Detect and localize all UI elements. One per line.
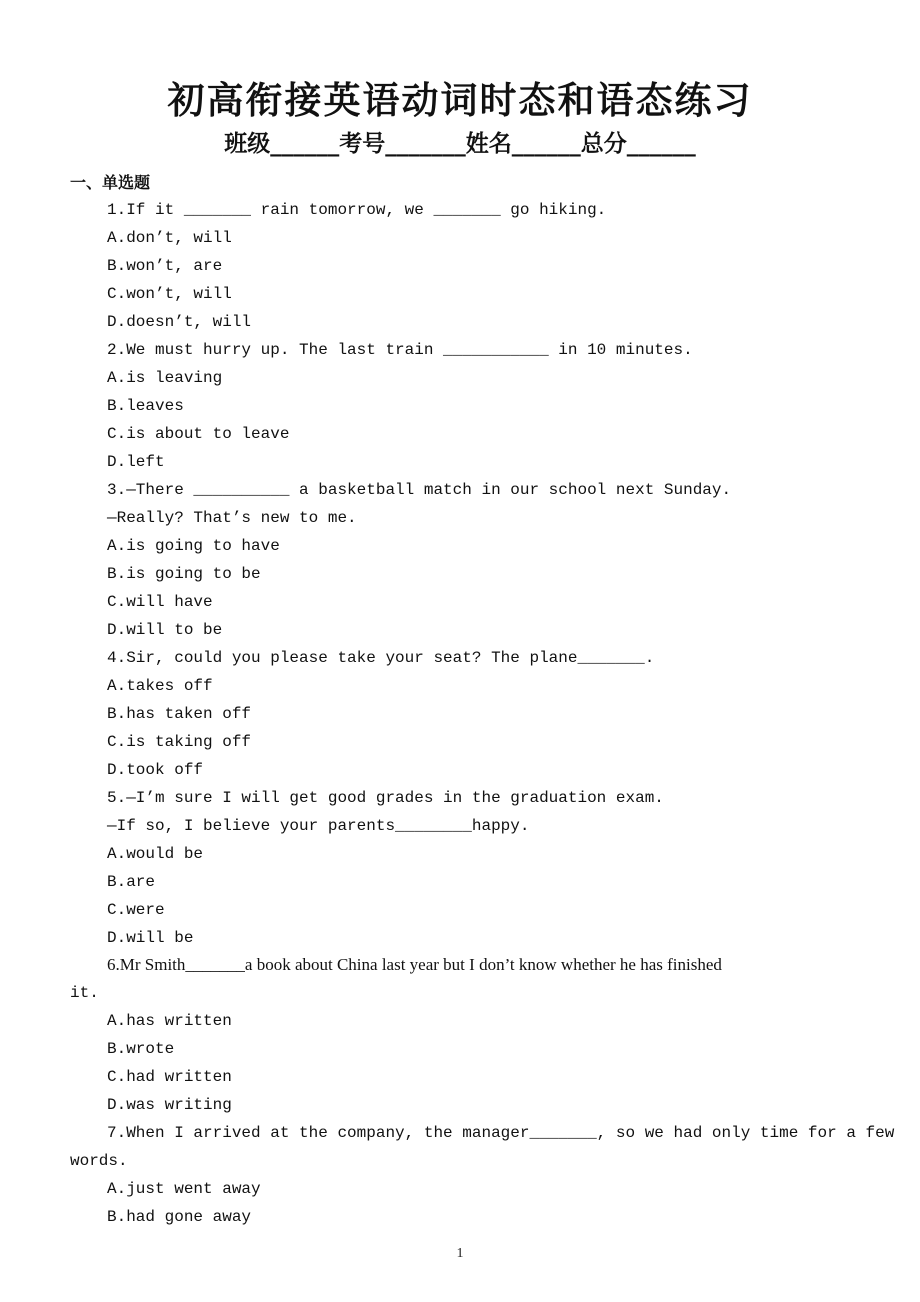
answer-option: A.is going to have — [107, 537, 280, 555]
answer-option: A.takes off — [107, 677, 213, 695]
question-stem: 7.When I arrived at the company, the manager_______, so we had only time for a few — [107, 1124, 895, 1142]
answer-option: D.took off — [107, 761, 204, 779]
answer-option: A.has written — [107, 1012, 232, 1030]
question-stem-continued: words. — [70, 1152, 128, 1170]
answer-option: D.left — [107, 453, 165, 471]
answer-option: A.just went away — [107, 1180, 261, 1198]
answer-option: B.had gone away — [107, 1208, 252, 1226]
question-stem: 3.—There __________ a basketball match in our school next Sunday. — [107, 481, 732, 499]
question-stem: 2.We must hurry up. The last train ___________ in 10 minutes. — [107, 341, 693, 359]
question-stem: 1.If it _______ rain tomorrow, we _______ go hiking. — [107, 201, 607, 219]
answer-option: B.is going to be — [107, 565, 261, 583]
answer-option: B.are — [107, 873, 156, 891]
answer-option: B.wrote — [107, 1040, 175, 1058]
answer-option: D.will to be — [107, 621, 223, 639]
answer-option: C.had written — [107, 1068, 232, 1086]
answer-option: B.has taken off — [107, 705, 252, 723]
answer-option: D.was writing — [107, 1096, 232, 1114]
answer-option: C.is taking off — [107, 733, 252, 751]
answer-option: D.doesn’t, will — [107, 313, 252, 331]
answer-option: C.is about to leave — [107, 425, 290, 443]
answer-option: A.is leaving — [107, 369, 223, 387]
student-info-line: 班级______考号_______姓名______总分______ — [224, 131, 696, 157]
question-stem: 5.—I’m sure I will get good grades in the graduation exam. — [107, 789, 664, 807]
answer-option: C.won’t, will — [107, 285, 232, 303]
answer-option: C.were — [107, 901, 165, 919]
answer-option: D.will be — [107, 929, 194, 947]
question-dialogue-line: —If so, I believe your parents________happy. — [107, 817, 530, 835]
section-heading: 一、单选题 — [70, 173, 151, 192]
answer-option: B.won’t, are — [107, 257, 223, 275]
page-title: 初高衔接英语动词时态和语态练习 — [167, 79, 753, 122]
question-stem: 4.Sir, could you please take your seat? The plane_______. — [107, 649, 655, 667]
question-stem-continued: it. — [70, 984, 99, 1002]
answer-option: A.would be — [107, 845, 204, 863]
answer-option: B.leaves — [107, 397, 184, 415]
page-number: 1 — [456, 1246, 464, 1261]
question-dialogue-line: —Really? That’s new to me. — [107, 509, 357, 527]
answer-option: A.don’t, will — [107, 229, 232, 247]
answer-option: C.will have — [107, 593, 213, 611]
question-stem: 6.Mr Smith_______a book about China last year but I don’t know whether he has finished — [107, 955, 722, 974]
